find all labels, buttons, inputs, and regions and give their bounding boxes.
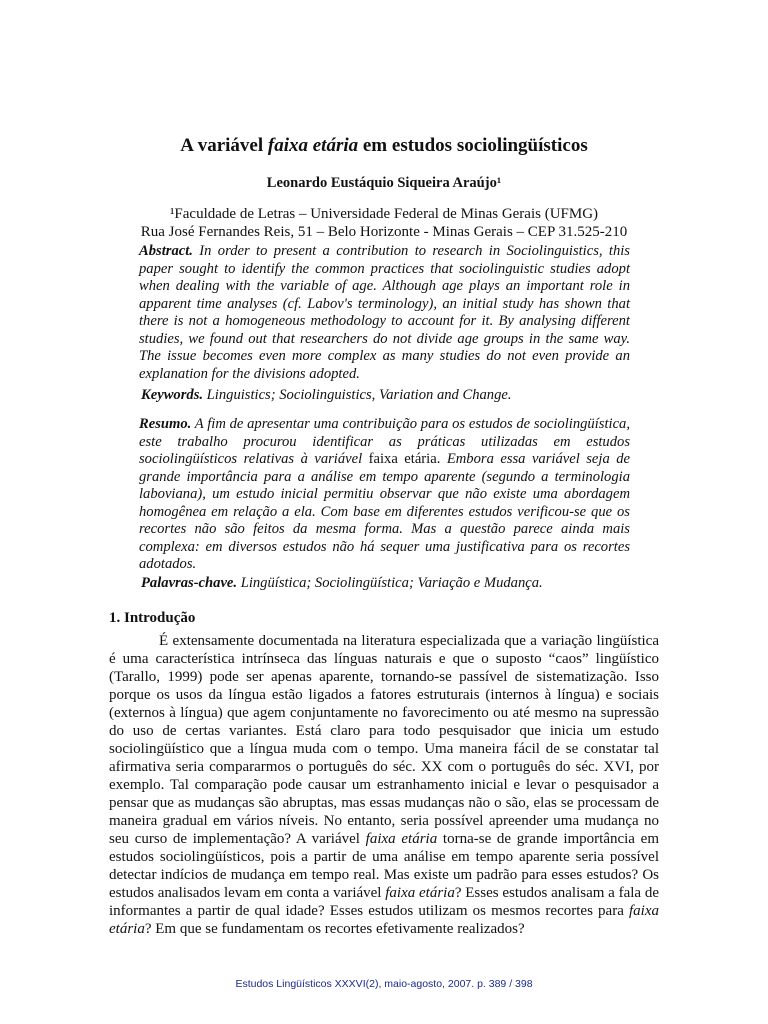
- affiliation-line1: ¹Faculdade de Letras – Universidade Federal de Minas Gerais (UFMG): [169, 206, 599, 222]
- affiliation: [0, 205, 768, 241]
- intro-italic-2: faixa etária: [385, 885, 455, 901]
- resumo-text1: A fim de apresentar uma contribuição para os estudos de sociolingüística, este trabalho procurou identificar as práticas utilizadas em estudos sociolingüísticos relativas à variável: [139, 416, 630, 467]
- resumo-upright: faixa etária.: [368, 451, 441, 467]
- introduction-body: [109, 632, 659, 938]
- intro-paragraph: [109, 632, 659, 938]
- keywords-label: Keywords.: [141, 387, 204, 403]
- intro-text-2: torna-se de grande importância em estudos sociolingüísticos, pois a partir de uma análise em tempo aparente seria possível detectar indícios de mudança em tempo real. Mas existe um padrão para esses estudos? Os estudos analisados levam em conta a variável: [109, 831, 659, 901]
- intro-text-1: É extensamente documentada na literatura especializada que a variação lingüística é uma característica intrínseca das línguas naturais e que o suposto “caos” lingüístico (Tarallo, 1999) pode ser apenas aparente, tornando-se passível de sistematização. Isso porque os usos da língua estão ligados a fatores estruturais (internos à língua) e sociais (externos à língua) que agem conjuntamente no favorecimento ou até mesmo na supressão do uso de certas variantes. Está claro para todo pesquisador que inicia um estudo sociolingüístico que a língua muda com o tempo. Uma maneira fácil de se constatar tal afirmativa seria compararmos o português do séc. XX com o português do séc. XVI, por exemplo. Tal comparação pode causar um estranhamento inicial e levar o pesquisador a pensar que as mudanças são abruptas, mas essas mudanças não o são, elas se processam de maneira gradual em vários níveis. No entanto, seria possível apreender uma mudança no seu curso de implementação? A variável: [109, 633, 659, 847]
- affiliation-line2: Rua José Fernandes Reis, 51 – Belo Horizonte - Minas Gerais – CEP 31.525-210: [140, 224, 628, 240]
- title-part1: A variável: [180, 135, 268, 156]
- abstract: [139, 243, 630, 383]
- author-name: Leonardo Eustáquio Siqueira Araújo¹: [266, 175, 502, 191]
- paper-title: [0, 134, 768, 158]
- resumo-label: Resumo.: [139, 416, 192, 432]
- title-part2: em estudos sociolingüísticos: [358, 135, 588, 156]
- title-italic: faixa etária: [267, 135, 359, 156]
- abstract-label: Abstract.: [139, 243, 193, 259]
- journal-footer: Estudos Lingüísticos XXXVI(2), maio-agosto, 2007. p. 389 / 398: [235, 978, 533, 990]
- section-heading: 1. Introdução: [109, 610, 196, 626]
- intro-italic-3: faixa etária: [109, 903, 659, 937]
- intro-italic-1: faixa etária: [365, 831, 438, 847]
- intro-text-4: ? Em que se fundamentam os recortes efetivamente realizados?: [144, 921, 525, 937]
- abstract-text: In order to present a contribution to research in Sociolinguistics, this paper sought to identify the common practices that sociolinguistic studies adopt when dealing with the variable of age. Although age plays an important role in apparent time analyses (cf. Labov's terminology), an initial study has shown that there is not a homogeneous methodology to account for it. By analysing different studies, we found out that researchers do not divide age groups in the same way. The issue becomes even more complex as many studies do not even provide an explanation for the divisions adopted.: [139, 243, 630, 382]
- intro-text-3: ? Esses estudos analisam a fala de informantes a partir de qual idade? Esses estudos utilizam os mesmos recortes para: [109, 885, 659, 919]
- resumo: [139, 416, 630, 574]
- resumo-text2: Embora essa variável seja de grande importância para a análise em tempo aparente (segundo a terminologia laboviana), um estudo inicial permitiu observar que não existe uma abordagem homogênea em relação a ela. Com base em diferentes estudos verificou-se que os recortes não são feitos da mesma forma. Mas a questão parece ainda mais complexa: em diversos estudos não há sequer uma justificativa para os recortes adotados.: [139, 451, 630, 572]
- keywords: [141, 386, 632, 404]
- palavras-label: Palavras-chave.: [141, 575, 238, 591]
- palavras-chave: [141, 574, 632, 592]
- palavras-text: Lingüística; Sociolingüística; Variação e Mudança.: [237, 575, 543, 591]
- keywords-text: Linguistics; Sociolinguistics, Variation and Change.: [203, 387, 512, 403]
